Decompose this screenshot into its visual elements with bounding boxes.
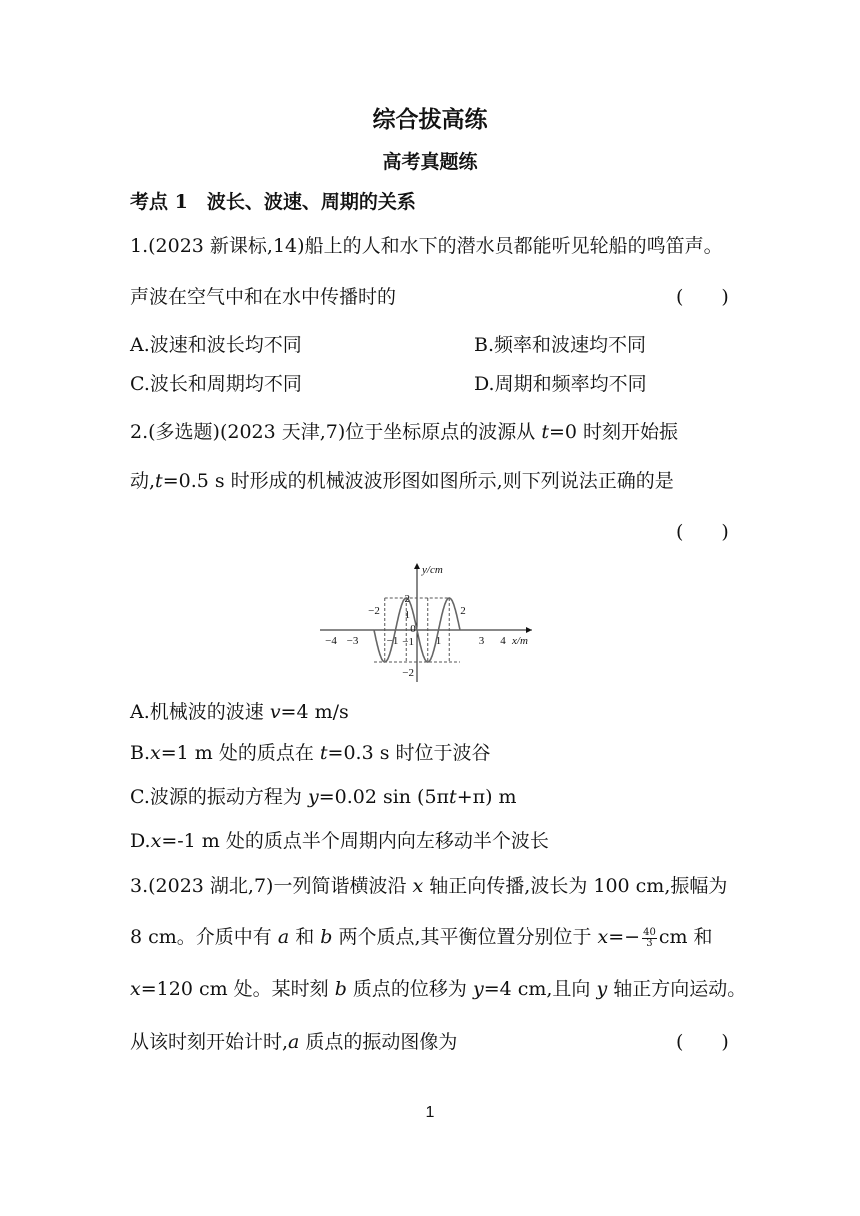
text: =0 时刻开始振 (548, 421, 679, 443)
var-x: x (130, 978, 141, 1000)
var-x: x (412, 875, 424, 897)
var-v: v (269, 701, 281, 723)
section-heading: 考点 1 波长、波速、周期的关系 (130, 191, 416, 213)
text: =− (608, 926, 641, 948)
y-tick-label: 2 (404, 593, 410, 605)
var-x: x (150, 742, 161, 764)
x-tick-label: −4 (325, 635, 337, 647)
text: =0.5 s 时形成的机械波波形图如图所示,则下列说法正确的是 (162, 470, 674, 492)
text: =0.02 sin (5π (318, 786, 450, 808)
page-subtitle: 高考真题练 (382, 151, 478, 173)
var-x: x (150, 830, 162, 852)
q1-option-b: B.频率和波速均不同 (474, 334, 647, 356)
text: C.波源的振动方程为 (130, 786, 308, 808)
var-y: y (307, 786, 319, 808)
text: +π) m (456, 786, 517, 808)
text: 质点的振动图像为 (299, 1031, 458, 1053)
q3-line4 (130, 1030, 457, 1054)
q1-option-d: D.周期和频率均不同 (474, 373, 647, 395)
text: =0.3 s 时位于波谷 (327, 742, 491, 764)
text: 轴正方向运动。 (607, 978, 747, 1000)
waveform-figure (314, 560, 546, 686)
text: A.机械波的波速 (130, 701, 270, 723)
y-axis-arrow (414, 563, 420, 569)
q1-option-c: C.波长和周期均不同 (130, 373, 302, 395)
page-number: 1 (425, 1104, 435, 1121)
q2-option-a (130, 700, 349, 724)
text: D. (130, 830, 151, 852)
q2-option-d (130, 829, 549, 853)
q1-answer-paren: ( ) (676, 286, 729, 308)
var-t: t (541, 421, 549, 443)
q1-line2: 声波在空气中和在水中传播时的 (130, 286, 397, 308)
x-tick-label: −3 (346, 635, 359, 647)
text: 质点的位移为 (346, 978, 473, 1000)
text: 从该时刻开始计时, (130, 1031, 289, 1053)
q3-answer-paren: ( ) (676, 1031, 729, 1053)
x-axis-arrow (526, 627, 532, 633)
y-axis-label: y/cm (422, 564, 443, 576)
x-tick-label: −1 (386, 635, 399, 647)
text: =1 m 处的质点在 (160, 742, 320, 764)
var-t: t (319, 742, 328, 764)
text: =120 cm 处。某时刻 (140, 978, 335, 1000)
x-tick-label: 2 (460, 605, 466, 617)
text: 两个质点,其平衡位置分别位于 (332, 926, 598, 948)
text: =4 m/s (280, 701, 349, 723)
text: 2.(多选题)(2023 天津,7)位于坐标原点的波源从 (130, 421, 542, 443)
q3-line1 (130, 874, 727, 898)
x-tick-label: 4 (500, 635, 506, 647)
x-tick-label: 0 (410, 623, 416, 635)
q2-line1 (130, 420, 678, 444)
x-tick-label: 3 (478, 635, 485, 647)
var-y: y (472, 978, 484, 1000)
var-t: t (449, 786, 457, 808)
var-b: b (320, 926, 333, 948)
text: =4 cm,且向 (483, 978, 597, 1000)
page-title: 综合拔高练 (372, 106, 488, 133)
y-tick-label: 1 (404, 609, 410, 621)
q2-line2 (130, 469, 674, 493)
var-t: t (155, 470, 163, 492)
x-tick-label: 1 (435, 635, 442, 647)
q3-line3 (130, 977, 746, 1001)
text: 轴正向传播,波长为 100 cm,振幅为 (423, 875, 728, 897)
text: 动, (130, 470, 156, 492)
text: 8 cm。介质中有 (130, 926, 278, 948)
text: B. (130, 742, 151, 764)
q2-option-b (130, 741, 491, 765)
var-x: x (597, 926, 609, 948)
fraction-denominator: 3 (646, 937, 653, 949)
q2-option-c (130, 785, 517, 809)
y-tick-label: −1 (402, 636, 414, 649)
text: 3.(2023 湖北,7)一列简谐横波沿 (130, 875, 413, 897)
fraction-numerator: 40 (643, 926, 656, 938)
x-tick-label: −2 (368, 605, 380, 617)
q3-line2 (130, 925, 713, 949)
fraction-40-3 (642, 928, 657, 949)
q1-option-a: A.波速和波长均不同 (130, 334, 302, 356)
q1-line1: 1.(2023 新课标,14)船上的人和水下的潜水员都能听见轮船的鸣笛声。 (130, 235, 723, 257)
text: =-1 m 处的质点半个周期内向左移动半个波长 (161, 830, 549, 852)
x-axis-label: x/m (512, 635, 528, 647)
var-a: a (288, 1031, 300, 1053)
text: 和 (289, 926, 321, 948)
text: cm 和 (658, 926, 713, 948)
var-a: a (277, 926, 290, 948)
var-b: b (334, 978, 347, 1000)
y-tick-label: −2 (402, 667, 414, 679)
q2-answer-paren: ( ) (676, 521, 729, 543)
var-y: y (596, 978, 608, 1000)
